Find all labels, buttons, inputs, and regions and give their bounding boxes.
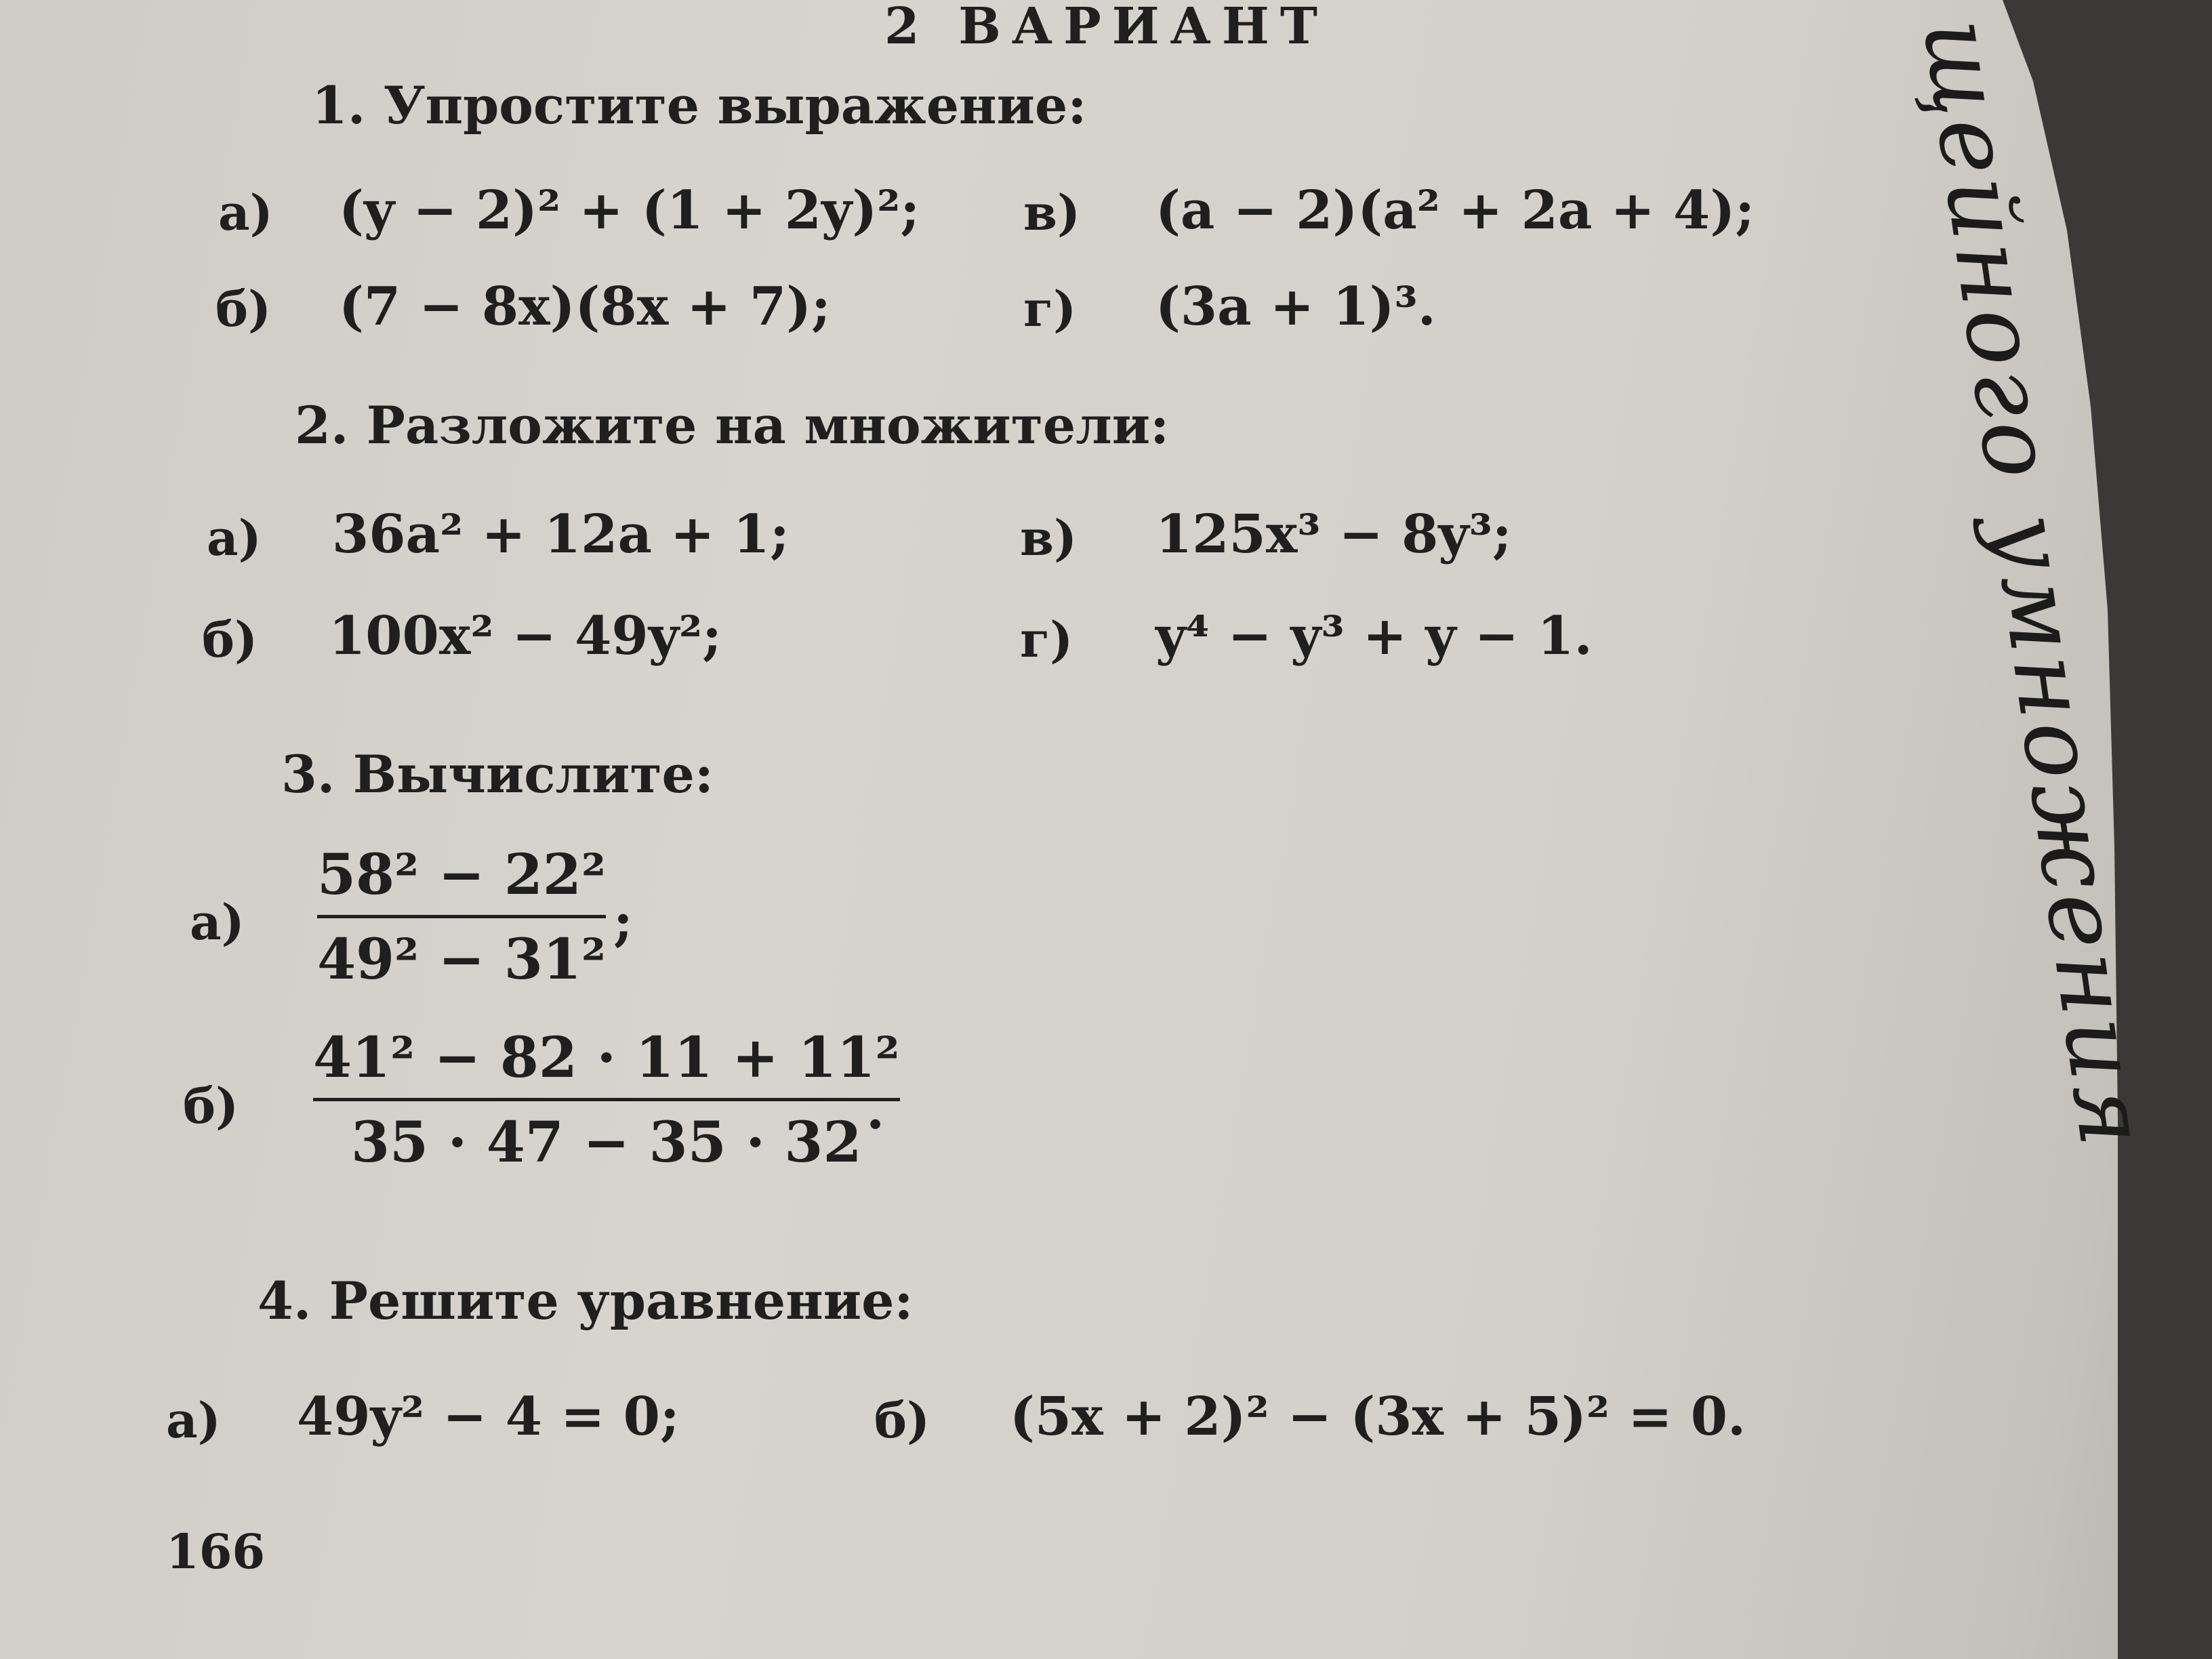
- task-1a-expression: (y − 2)² + (1 + 2y)²;: [339, 180, 920, 241]
- task-4b-label: б): [874, 1391, 930, 1449]
- task-1g-label: г): [1023, 280, 1077, 337]
- variant-header: 2 ВАРИАНТ: [884, 0, 1328, 56]
- task-1v-expression: (a − 2)(a² + 2a + 4);: [1155, 180, 1755, 241]
- task-3-title: 3. Вычислите:: [281, 744, 714, 804]
- task-3b-label: б): [183, 1077, 239, 1134]
- task-2-title: 2. Разложите на множители:: [295, 395, 1170, 455]
- page-number: 166: [166, 1523, 266, 1580]
- task-4a-expression: 49y² − 4 = 0;: [297, 1386, 680, 1448]
- task-3a-fraction: [317, 842, 606, 992]
- fraction-bar: [317, 915, 606, 918]
- task-3a-denominator: 49² − 31²: [317, 927, 606, 992]
- task-3b-denominator: 35 · 47 − 35 · 32: [350, 1110, 862, 1175]
- task-2v-expression: 125x³ − 8y³;: [1155, 504, 1512, 565]
- task-2b-label: б): [202, 611, 258, 668]
- task-2g-label: г): [1020, 611, 1073, 668]
- task-1b-label: б): [216, 280, 272, 337]
- task-1b-expression: (7 − 8x)(8x + 7);: [339, 276, 831, 337]
- task-1-title: 1. Упростите выражение:: [312, 75, 1087, 136]
- task-2a-expression: 36a² + 12a + 1;: [332, 504, 790, 565]
- task-3a-numerator: 58² − 22²: [317, 842, 606, 907]
- fraction-bar: [313, 1098, 900, 1101]
- task-3b-tail: .: [866, 1080, 885, 1141]
- task-3a-label: а): [190, 893, 245, 951]
- task-1v-label: в): [1023, 184, 1081, 241]
- task-4b-expression: (5x + 2)² − (3x + 5)² = 0.: [1010, 1386, 1746, 1448]
- task-4a-label: а): [166, 1391, 221, 1449]
- task-1g-expression: (3a + 1)³.: [1155, 276, 1436, 337]
- task-2b-expression: 100x² − 49y²;: [329, 605, 722, 667]
- task-2a-label: а): [207, 509, 262, 567]
- task-2v-label: в): [1020, 509, 1078, 567]
- task-3b-fraction: [313, 1025, 900, 1175]
- task-4-title: 4. Решите уравнение:: [258, 1271, 914, 1331]
- handwritten-note: щейного умножения: [1901, 12, 2169, 1157]
- task-1a-label: а): [218, 184, 273, 241]
- task-3a-tail: ;: [613, 891, 633, 953]
- task-3b-numerator: 41² − 82 · 11 + 11²: [313, 1025, 900, 1090]
- task-2g-expression: y⁴ − y³ + y − 1.: [1155, 605, 1593, 667]
